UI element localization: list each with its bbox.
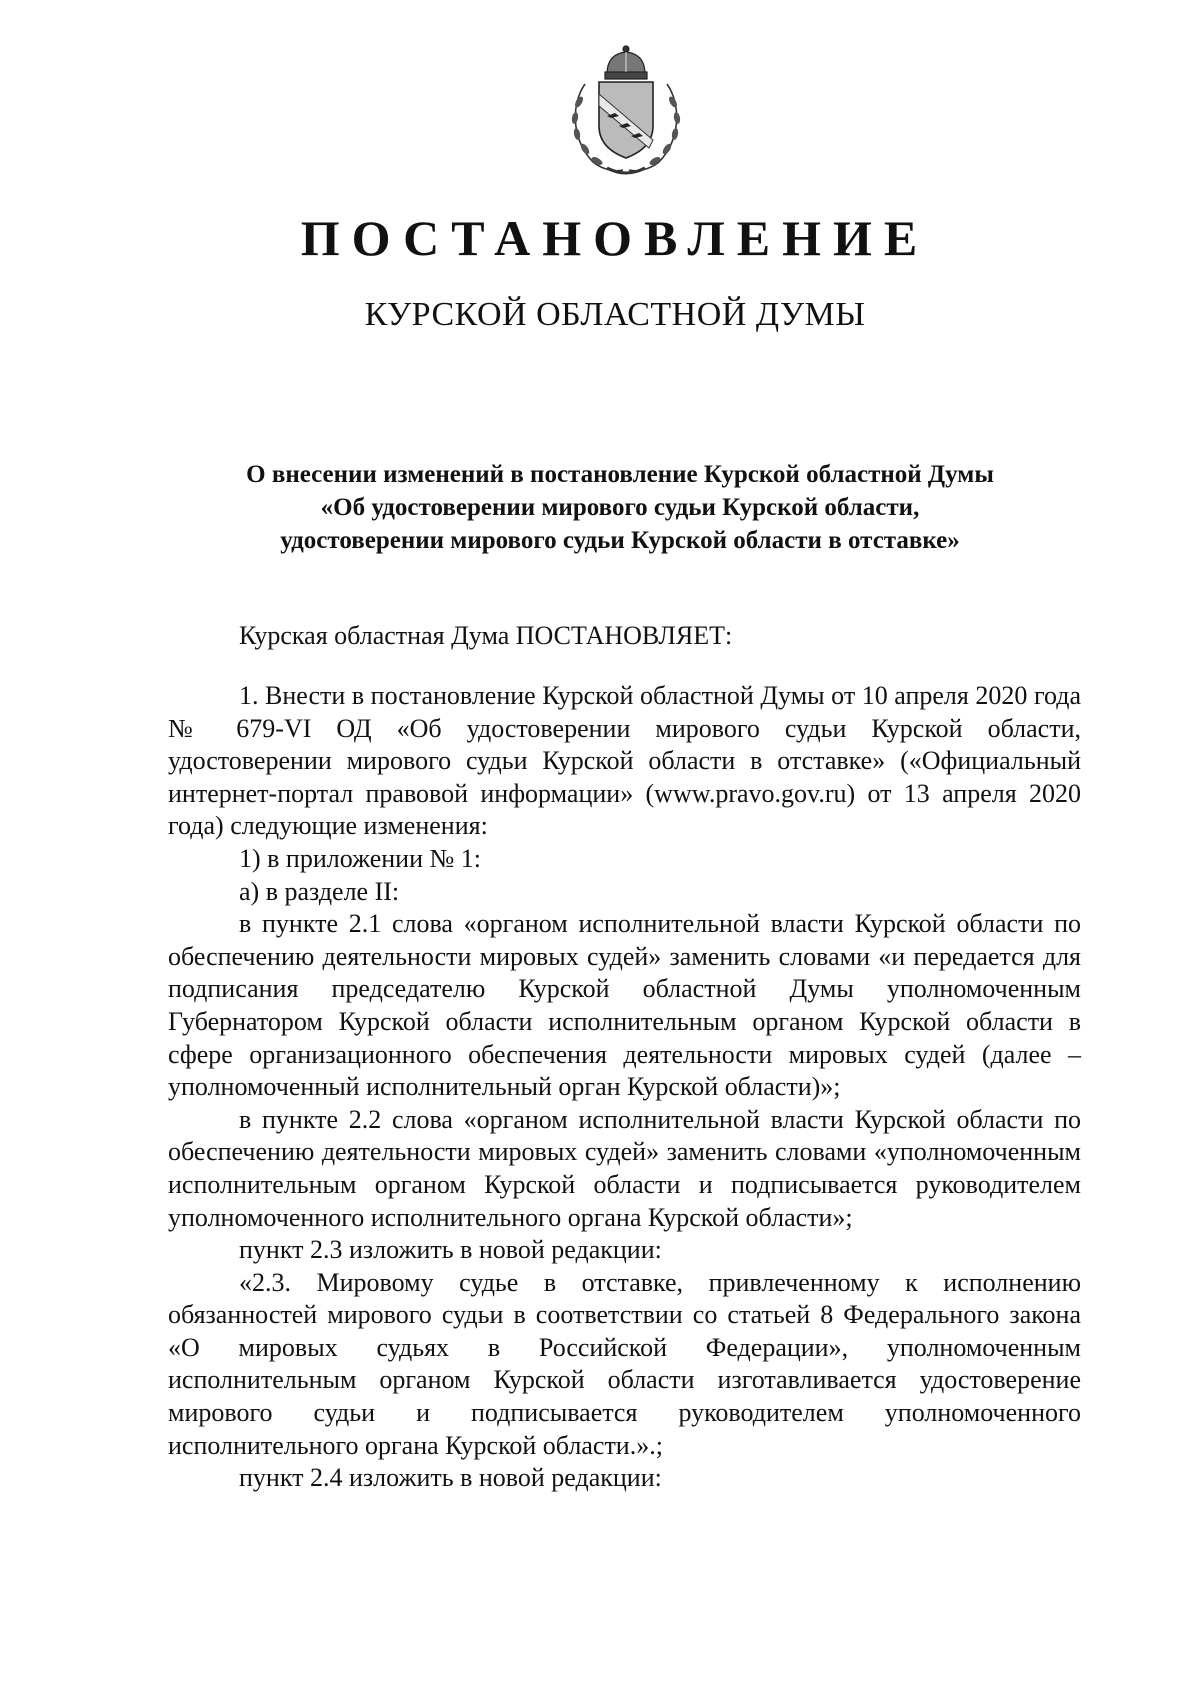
issuer-heading: КУРСКОЙ ОБЛАСТНОЙ ДУМЫ bbox=[364, 296, 866, 333]
body-paragraph-6: пункт 2.3 изложить в новой редакции: bbox=[239, 1235, 662, 1265]
body-paragraph-1: 1. Внести в постановление Курской областной Думы от 10 апреля 2020 года № 679-VI ОД «Об удостоверении мирового судьи Курской области, удостоверении мирового судьи Курской области в отставке» («Официальный интернет-портал правовой информации» (www.pravo.gov.ru) от 13 апреля 2020 года) следующие изменения: bbox=[168, 681, 1081, 841]
body-paragraph-5: в пункте 2.2 слова «органом исполнительной власти Курской области по обеспечению деятельности мировых судей» заменить словами «уполномоченным исполнительным органом Курской области и подписывается руководителем уполномоченного исполнительного органа Курской области»; bbox=[168, 1104, 1081, 1232]
document-title-line-1: О внесении изменений в постановление Курской областной Думы bbox=[246, 461, 994, 488]
resolution-intro: Курская областная Дума ПОСТАНОВЛЯЕТ: bbox=[239, 621, 733, 650]
body-paragraph-2: 1) в приложении № 1: bbox=[239, 843, 482, 873]
body-paragraph-8: пункт 2.4 изложить в новой редакции: bbox=[239, 1463, 662, 1493]
body-paragraph-7: «2.3. Мировому судье в отставке, привлеченному к исполнению обязанностей мирового судьи в соответствии со статьей 8 Федерального закона «О мировых судьях в Российской Федерации», уполномоченным исполнительным органом Курской области изготавливается удостоверение мирового судьи и подписывается руководителем уполномоченного исполнительного органа Курской области.».; bbox=[168, 1267, 1081, 1460]
document-type-heading: ПОСТАНОВЛЕНИЕ bbox=[300, 210, 930, 266]
kursk-coat-of-arms-icon bbox=[563, 44, 689, 178]
document-body bbox=[168, 680, 1081, 1495]
document-title-line-2: «Об удостоверении мирового судьи Курской области, bbox=[320, 494, 920, 521]
document-title bbox=[190, 458, 1050, 557]
document-title-line-3: удостоверении мирового судьи Курской области в отставке» bbox=[280, 527, 960, 554]
body-paragraph-3: а) в разделе II: bbox=[239, 876, 400, 906]
body-paragraph-4: в пункте 2.1 слова «органом исполнительной власти Курской области по обеспечению деятельности мировых судей» заменить словами «и передается для подписания председателю Курской областной Думы уполномоченным Губернатором Курской области исполнительным органом Курской области в сфере организационного обеспечения деятельности мировых судей (далее – уполномоченный исполнительный орган Курской области)»; bbox=[168, 909, 1081, 1102]
